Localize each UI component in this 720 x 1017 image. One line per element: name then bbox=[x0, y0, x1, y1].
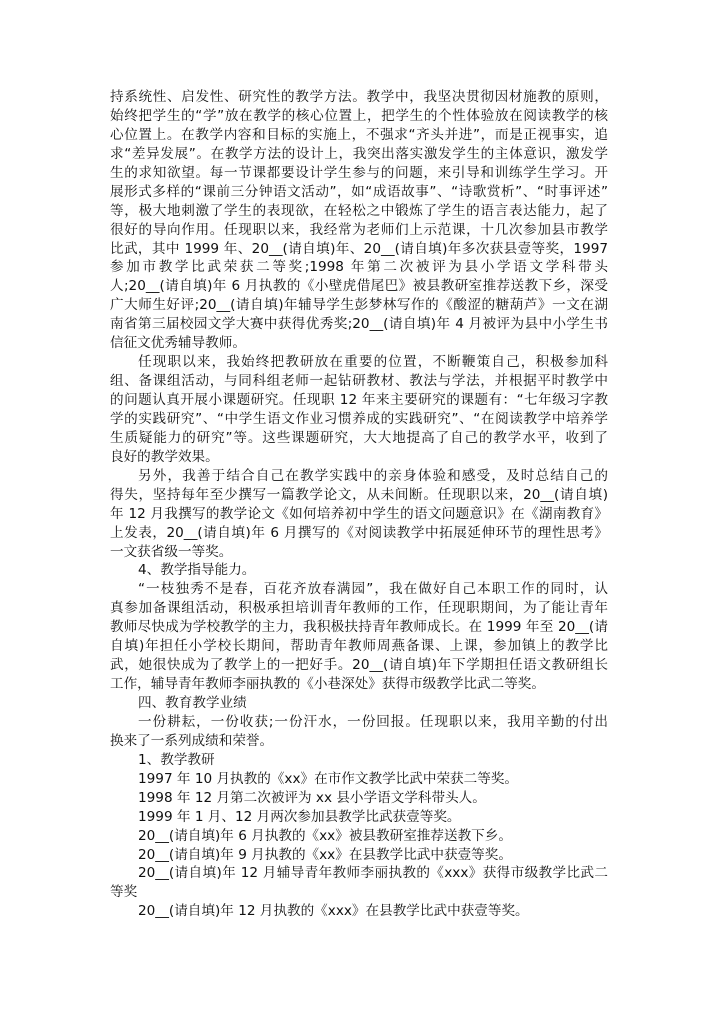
text-line: 等，极大地刺激了学生的表现欲，在轻松之中锻炼了学生的语言表达能力，起了 bbox=[110, 202, 608, 219]
text-line: 生质疑能力的研究”等。这些课题研究，大大地提高了自己的教学水平，收到了 bbox=[110, 429, 608, 446]
text-line: 换来了一系列成绩和荣誉。 bbox=[110, 732, 274, 749]
text-line: 武，她很快成为了教学上的一把好手。20__(请自填)年下学期担任语文教研组长 bbox=[110, 657, 608, 674]
text-line: 年 12 月我撰写的教学论文《如何培养初中学生的语文问题意识》在《湖南教育》 bbox=[110, 505, 608, 522]
text-line: 工作，辅导青年教师李丽执教的《小巷深处》获得市级教学比武二等奖。 bbox=[110, 676, 545, 693]
text-line: 4、教学指导能力。 bbox=[138, 562, 256, 579]
text-line: 南省第三届校园文学大赛中获得优秀奖;20__(请自填)年 4 月被评为县中小学生书 bbox=[110, 316, 608, 333]
text-line: 展形式多样的“课前三分钟语文活动”，如“成语故事”、“诗歌赏析”、“时事评述” bbox=[110, 183, 608, 200]
text-line: 学的实践研究”、“中学生语文作业习惯养成的实践研究”、“在阅读教学中培养学 bbox=[110, 410, 608, 427]
text-line: 四、教育教学业绩 bbox=[138, 695, 247, 711]
text-line: 一份耕耘，一份收获;一份汗水，一份回报。任现职以来，我用辛勤的付出 bbox=[138, 713, 608, 730]
text-line: 20__(请自填)年 6 月执教的《xx》被县教研室推荐送教下乡。 bbox=[138, 827, 512, 844]
text-line: 另外，我善于结合自己在教学实践中的亲身体验和感受，及时总结自己的 bbox=[138, 467, 608, 484]
text-line: 一文获省级一等奖。 bbox=[110, 543, 233, 560]
text-line: 的问题认真开展小课题研究。任现职 12 年来主要研究的课题有：“七年级习字教 bbox=[110, 392, 608, 408]
text-line: 1998 年 12 月第二次被评为 xx 县小学语文学科带头人。 bbox=[138, 789, 486, 806]
text-line: 持系统性、启发性、研究性的教学方法。教学中，我坚决贯彻因材施教的原则， bbox=[110, 89, 608, 105]
text-line: 自填)年担任小学校长期间，帮助青年教师周燕备课、上课，参加镇上的教学比 bbox=[110, 638, 608, 655]
text-line: 上发表，20__(请自填)年 6 月撰写的《对阅读教学中拓展延伸环节的理性思考》 bbox=[110, 524, 608, 541]
text-line: 得失，坚持每年至少撰写一篇教学论文，从未间断。任现职以来，20__(请自填) bbox=[110, 486, 608, 503]
text-line: 任现职以来，我始终把教研放在重要的位置，不断鞭策自己，积极参加科 bbox=[138, 354, 608, 371]
text-line: 20__(请自填)年 12 月执教的《xxx》在县教学比武中获壹等奖。 bbox=[138, 903, 529, 920]
text-line: 教师尽快成为学校教学的主力，我积极扶持青年教师成长。在 1999 年至 20__(请 bbox=[110, 619, 608, 636]
text-line: 1997 年 10 月执教的《xx》在市作文教学比武中荣获二等奖。 bbox=[138, 770, 519, 787]
text-line: 组、备课组活动，与同科组老师一起钻研教材、教法与学法，并根据平时教学中 bbox=[110, 373, 608, 390]
text-line: 20__(请自填)年 9 月执教的《xx》在县教学比武中获壹等奖。 bbox=[138, 846, 512, 863]
text-line: 很好的导向作用。任现职以来，我经常为老师们上示范课，十几次参加县市教学 bbox=[110, 221, 608, 238]
text-line: 人;20__(请自填)年 6 月执教的《小壁虎借尾巴》被县教研室推荐送教下乡，深受 bbox=[110, 278, 608, 295]
text-line: 信征文优秀辅导教师。 bbox=[110, 335, 246, 352]
text-line: 生的求知欲望。每一节课都要设计学生参与的问题，来引导和训练学生学习。开 bbox=[110, 164, 608, 181]
text-line: “一枝独秀不是春，百花齐放春满园”，我在做好自己本职工作的同时，认 bbox=[138, 581, 608, 598]
text-line: 良好的教学效果。 bbox=[110, 448, 219, 465]
text-line: 始终把学生的“学”放在教学的核心位置上，把学生的个性体验放在阅读教学的核 bbox=[110, 107, 608, 124]
text-line: 求“差异发展”。在教学方法的设计上，我突出落实激发学生的主体意识，激发学 bbox=[110, 145, 608, 162]
text-line: 等奖 bbox=[110, 884, 138, 901]
text-line: 1999 年 1 月、12 月两次参加县教学比武获壹等奖。 bbox=[138, 808, 461, 825]
document-body bbox=[110, 88, 608, 921]
text-line: 1、教学教研 bbox=[138, 751, 215, 768]
text-line: 广大师生好评;20__(请自填)年辅导学生彭梦林写作的《酸涩的糖葫芦》一文在湖 bbox=[110, 297, 608, 314]
text-line: 真参加备课组活动，积极承担培训青年教师的工作，任现职期间，为了能让青年 bbox=[110, 600, 608, 617]
text-line: 20__(请自填)年 12 月辅导青年教师李丽执教的《xxx》获得市级教学比武二 bbox=[138, 865, 608, 882]
text-line: 心位置上。在教学内容和目标的实施上，不强求“齐头并进”，而是正视事实，追 bbox=[110, 126, 608, 143]
text-line: 比武，其中 1999 年、20__(请自填)年、20__(请自填)年多次获县壹等奖，1997 bbox=[110, 240, 608, 257]
text-line: 参加市教学比武荣获二等奖;1998 年第二次被评为县小学语文学科带头 bbox=[110, 259, 608, 276]
